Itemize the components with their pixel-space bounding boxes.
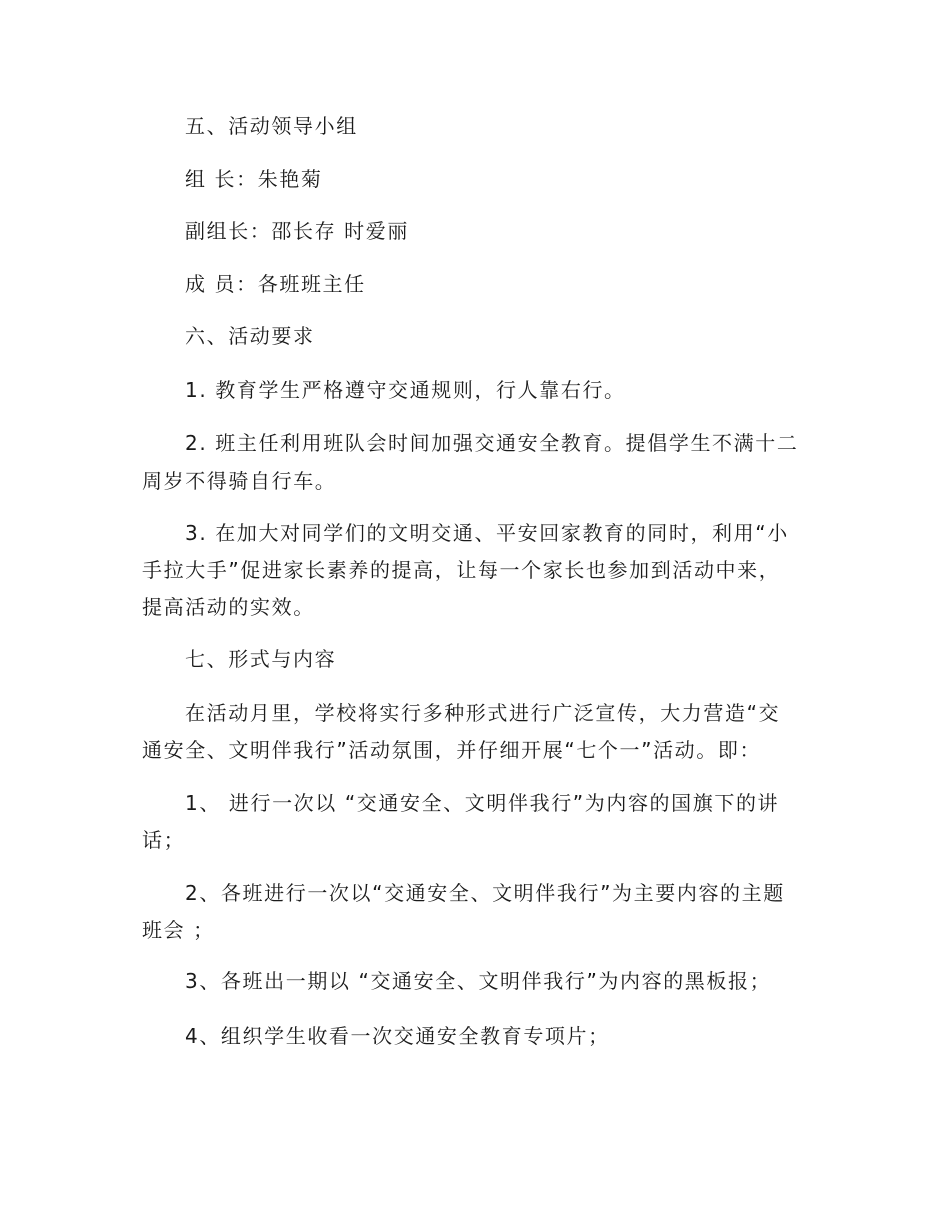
requirement-1: 1. 教育学生严格遵守交通规则，行人靠右行。 [185, 378, 626, 402]
leader-line: 组 长：朱艳菊 [185, 167, 323, 191]
activity-2-line-2: 班会 ； [142, 918, 215, 942]
members-line: 成 员：各班班主任 [185, 272, 366, 296]
section-heading-7: 七、形式与内容 [185, 647, 337, 671]
content-intro-line-2: 通安全、文明伴我行”活动氛围，并仔细开展“七个一”活动。即： [142, 738, 762, 762]
requirement-3-line-2: 手拉大手”促进家长素养的提高，让每一个家长也参加到活动中来， [142, 558, 781, 582]
activity-2-line-1: 2、各班进行一次以“交通安全、文明伴我行”为主要内容的主题 [185, 881, 785, 905]
requirement-2-line-1: 2. 班主任利用班队会时间加强交通安全教育。提倡学生不满十二 [185, 431, 799, 455]
requirement-3-line-1: 3. 在加大对同学们的文明交通、平安回家教育的同时，利用“小 [185, 521, 789, 545]
section-heading-5: 五、活动领导小组 [185, 114, 358, 138]
requirement-3-line-3: 提高活动的实效。 [142, 595, 315, 619]
activity-1-line-1: 1、 进行一次以 “交通安全、文明伴我行”为内容的国旗下的讲 [185, 791, 780, 815]
section-heading-6: 六、活动要求 [185, 324, 315, 348]
activity-3: 3、各班出一期以 “交通安全、文明伴我行”为内容的黑板报； [185, 969, 772, 993]
activity-1-line-2: 话； [142, 828, 186, 852]
deputy-leader-line: 副组长：邵长存 时爱丽 [185, 219, 409, 243]
content-intro-line-1: 在活动月里，学校将实行多种形式进行广泛宣传，大力营造“交 [185, 701, 781, 725]
activity-4: 4、组织学生收看一次交通安全教育专项片； [185, 1024, 610, 1048]
requirement-2-line-2: 周岁不得骑自行车。 [142, 469, 337, 493]
